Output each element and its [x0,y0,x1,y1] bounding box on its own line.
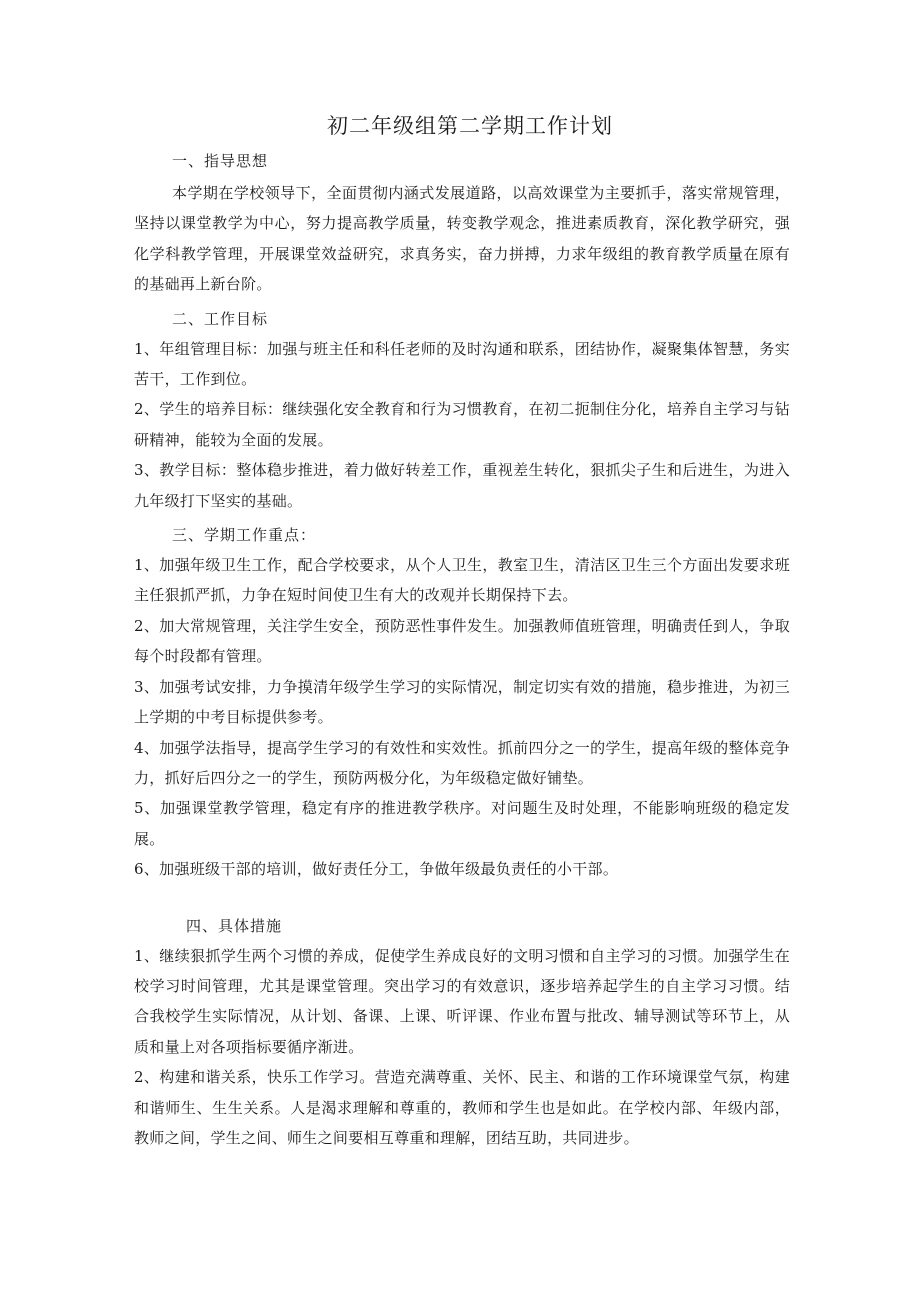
list-item: 6、加强班级干部的培训，做好责任分工，争做年级最负责任的小干部。 [134,860,619,879]
section-heading-key-tasks: 三、学期工作重点： [172,526,317,545]
section-heading-guiding-thought: 一、指导思想 [172,152,269,170]
list-item: 2、构建和谐关系，快乐工作学习。营造充满尊重、关怀、民主、和谐的工作环境课堂气氛，构建和谐师生、生生关系。人是渴求理解和尊重的，教师和学生也是如此。在学校内部、年级内部，教师之间，学生之间、师生之间要相互尊重和理解，团结互助，共同进步。 [134,1068,790,1147]
list-item: 1、继续狠抓学生两个习惯的养成，促使学生养成良好的文明习惯和自主学习的习惯。加强学生在校学习时间管理，尤其是课堂管理。突出学习的有效意识，逐步培养起学生的自主学习习惯。结合我校学生实际情况，从计划、备课、上课、听评课、作业布置与批改、辅导测试等环节上，从质和量上对各项指标要循序渐进。 [134,946,790,1056]
list-item: 3、教学目标：整体稳步推进，着力做好转差工作，重视差生转化，狠抓尖子生和后进生，为进入九年级打下坚实的基础。 [134,461,790,510]
list-item: 1、年组管理目标：加强与班主任和科任老师的及时沟通和联系，团结协作，凝聚集体智慧，务实苦干，工作到位。 [134,339,790,389]
list-item: 2、学生的培养目标：继续强化安全教育和行为习惯教育，在初二扼制住分化，培养自主学习与钻研精神，能较为全面的发展。 [134,400,790,449]
paragraph: 本学期在学校领导下，全面贯彻内涵式发展道路，以高效课堂为主要抓手，落实常规管理，坚持以课堂教学为中心，努力提高教学质量，转变教学观念，推进素质教育，深化教学研究，强化学科教学管理，开展课堂效益研究，求真务实，奋力拼搏，力求年级组的教育教学质量在原有的基础再上新台阶。 [134,184,790,294]
list-item: 1、加强年级卫生工作，配合学校要求，从个人卫生，教室卫生，清洁区卫生三个方面出发要求班主任狠抓严抓，力争在短时间使卫生有大的改观并长期保持下去。 [134,556,790,605]
section-heading-work-goals: 二、工作目标 [172,309,269,328]
document-body [134,108,790,1153]
list-item: 3、加强考试安排，力争摸清年级学生学习的实际情况，制定切实有效的措施，稳步推进，为初三上学期的中考目标提供参考。 [134,677,790,727]
document-title: 初二年级组第二学期工作计划 [327,114,613,138]
list-item: 4、加强学法指导，提高学生学习的有效性和实效性。抓前四分之一的学生，提高年级的整体竞争力，抓好后四分之一的学生，预防两极分化，为年级稳定做好铺垫。 [134,738,790,787]
list-item: 5、加强课堂教学管理，稳定有序的推进教学秩序。对问题生及时处理，不能影响班级的稳定发展。 [134,799,790,848]
list-item: 2、加大常规管理，关注学生安全，预防恶性事件发生。加强教师值班管理，明确责任到人，争取每个时段都有管理。 [134,616,790,666]
section-heading-specific-measures: 四、具体措施 [186,916,283,935]
